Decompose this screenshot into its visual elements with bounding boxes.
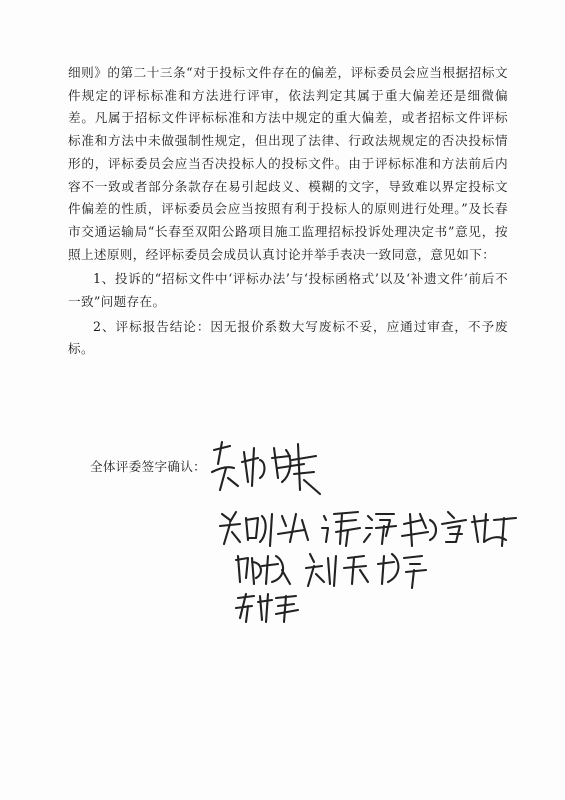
conclusion-item-2: 2、评标报告结论：因无报价系数大写废标不妥，应通过审查，不予废标。 (68, 318, 508, 357)
signature-label: 全体评委签字确认： (90, 459, 207, 474)
document-body (68, 62, 508, 361)
main-paragraph: 细则》的第二十三条“对于投标文件存在的偏差，评标委员会应当根据招标文件规定的评标标准和方法进行评审，依法判定其属于重大偏差还是细微偏差。凡属于招标文件评标标准和方法中规定的重大偏差，或者招标文件评标标准和方法中未做强制性规定，但出现了法律、行政法规规定的否决投标情形的，评标委员会应当否决投标人的投标文件。由于评标标准和方法前后内容不一致或者部分条款存在易引起歧义、模糊的文字，导致难以界定投标文件偏差的性质，评标委员会应当按照有利于投标人的原则进行处理。”及长春市交通运输局“长春至双阳公路项目施工监理招标投诉处理决定书”意见，按照上述原则，经评标委员会成员认真讨论并举手表决一致同意，意见如下： (68, 65, 508, 262)
handwritten-signature-1 (208, 438, 328, 500)
handwritten-signature-row-4 (232, 588, 302, 628)
handwritten-signatures-row-2 (216, 506, 526, 554)
handwritten-signatures-row-3 (232, 548, 442, 592)
conclusion-item-1: 1、投诉的“招标文件中‘评标办法’与‘投标函格式’以及‘补遗文件’前后不一致”问题存在。 (68, 271, 508, 310)
